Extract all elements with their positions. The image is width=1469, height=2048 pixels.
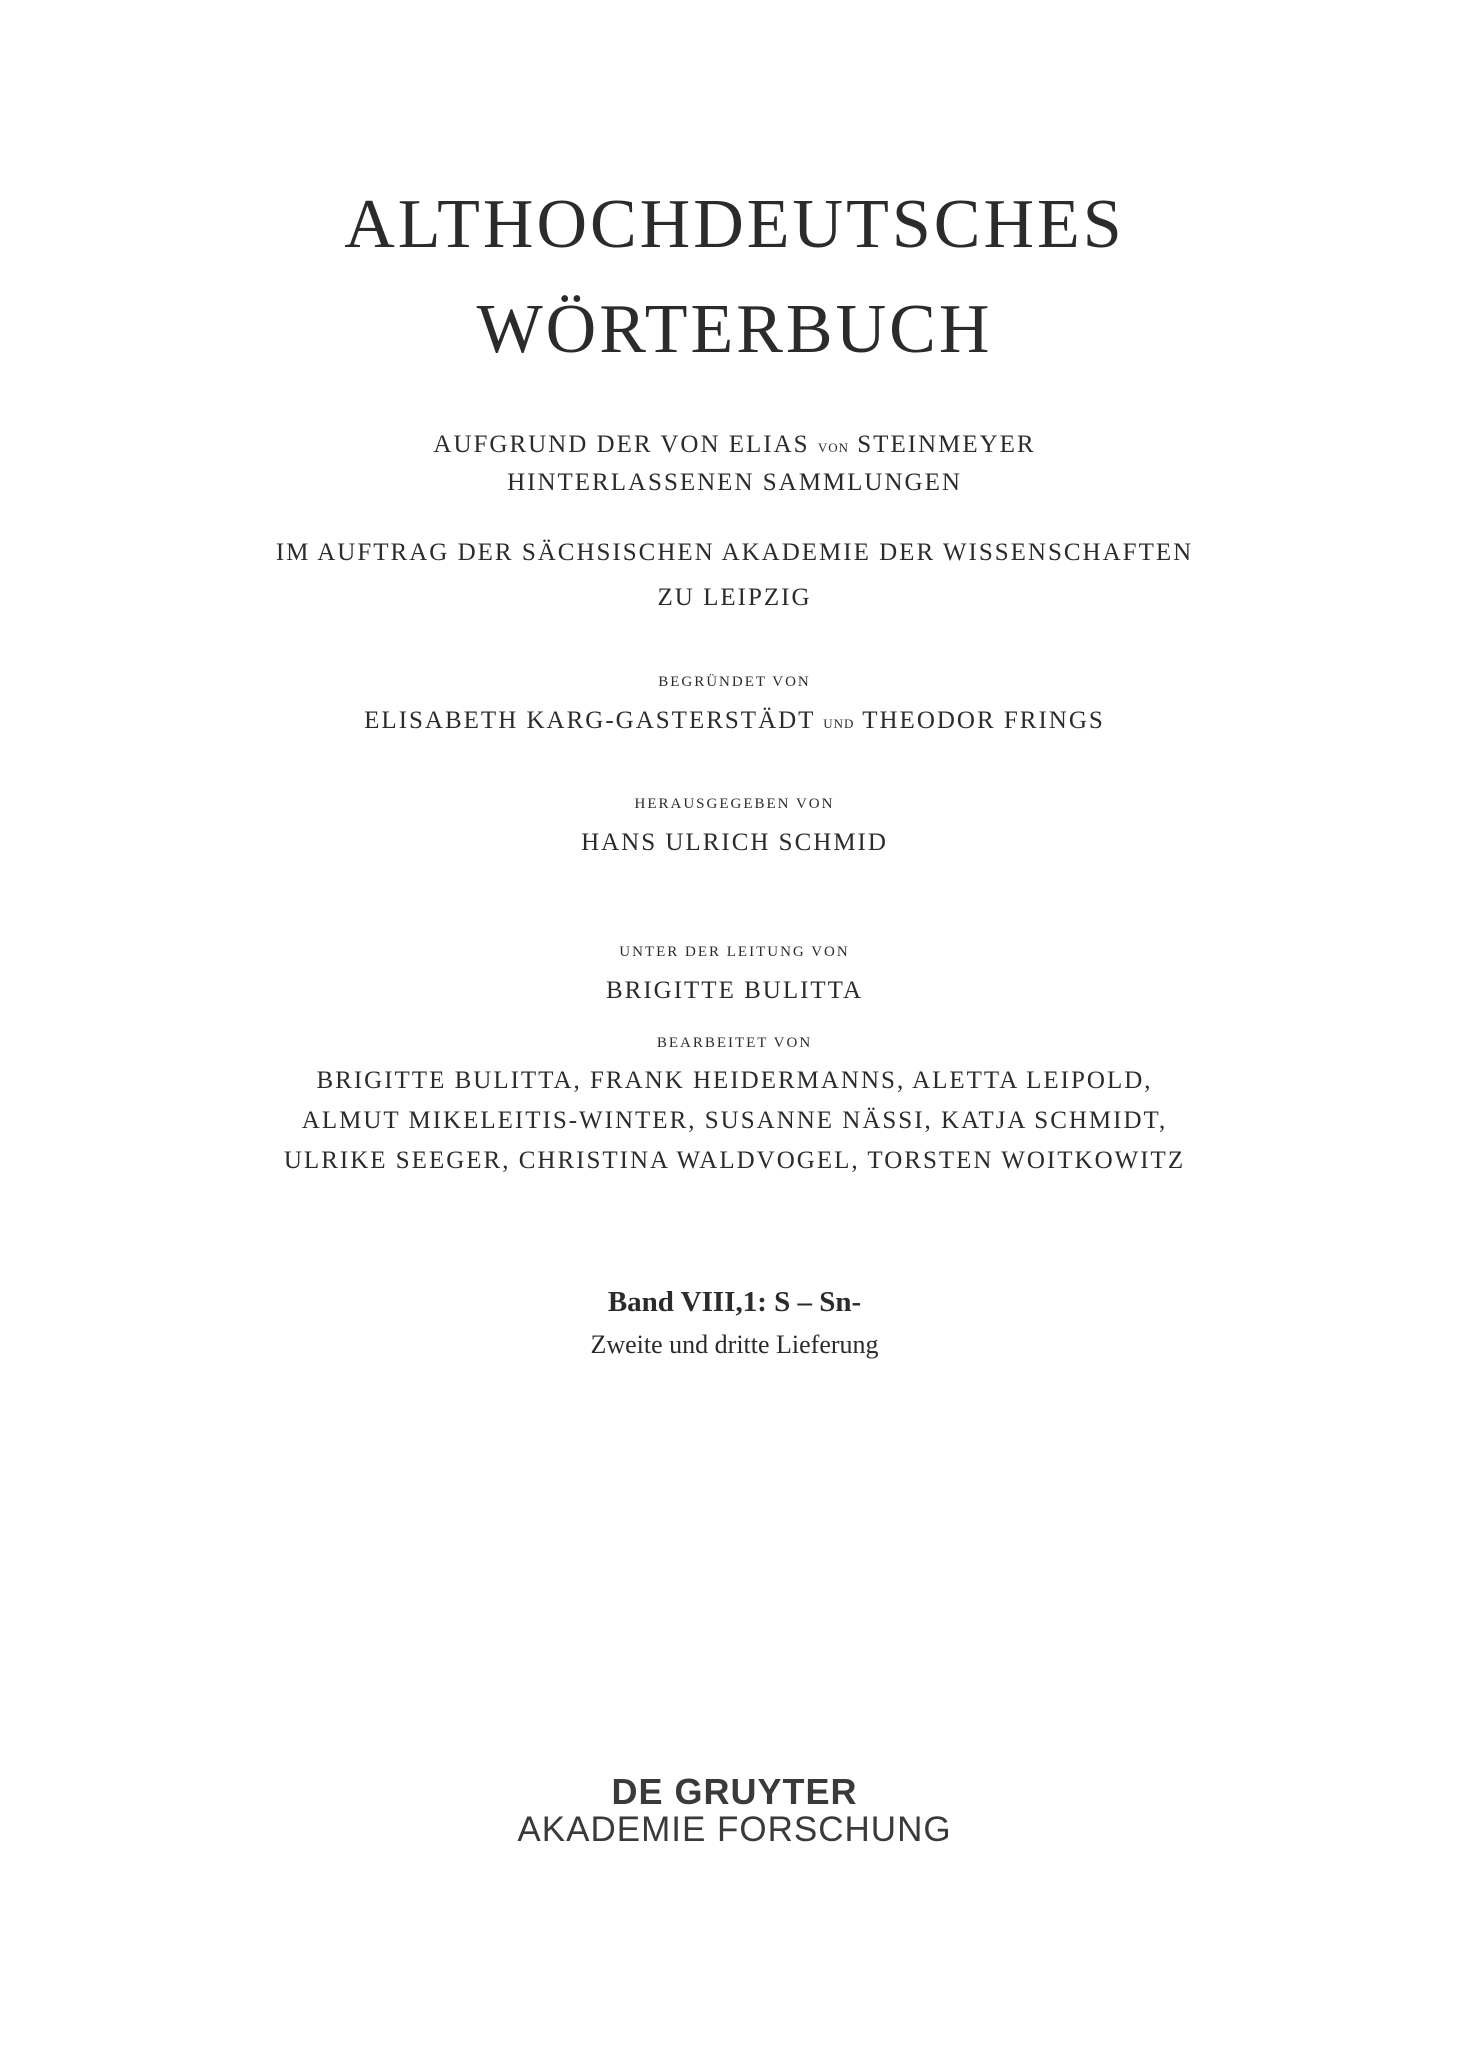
commission-line-2: ZU LEIPZIG xyxy=(657,584,812,611)
direction-name: BRIGITTE BULITTA xyxy=(605,977,864,1004)
founded-names-a: ELISABETH KARG-GASTERSTÄDT xyxy=(364,707,824,734)
title-line-1: ALTHOCHDEUTSCHES xyxy=(344,186,1125,263)
founded-names-und: UND xyxy=(823,716,855,731)
staff-line-3: ULRIKE SEEGER, CHRISTINA WALDVOGEL, TORSTEN WOITKOWITZ xyxy=(283,1147,1186,1174)
commission-line-1: IM AUFTRAG DER SÄCHSISCHEN AKADEMIE DER WISSENSCHAFTEN xyxy=(275,539,1194,566)
basis-line-2: HINTERLASSENEN SAMMLUNGEN xyxy=(507,469,962,496)
founded-names-b: THEODOR FRINGS xyxy=(854,707,1105,734)
editor-label: HERAUSGEGEBEN VON xyxy=(634,796,835,812)
publisher-imprint: AKADEMIE FORSCHUNG xyxy=(517,1810,952,1849)
staff-line-2: ALMUT MIKELEITIS-WINTER, SUSANNE NÄSSI, KATJA SCHMIDT, xyxy=(301,1107,1168,1134)
founded-names xyxy=(0,708,1469,733)
founded-label: BEGRÜNDET VON xyxy=(658,674,811,690)
basis-line-1 xyxy=(0,432,1469,457)
basis-text-von: VON xyxy=(817,440,850,455)
publisher-name: DE GRUYTER xyxy=(611,1771,858,1812)
volume-delivery: Zweite und dritte Lieferung xyxy=(590,1330,879,1359)
staff-label: BEARBEITET VON xyxy=(656,1035,813,1051)
basis-text-a: AUFGRUND DER VON ELIAS xyxy=(433,431,818,458)
title-line-2: WÖRTERBUCH xyxy=(476,291,993,368)
editor-name: HANS ULRICH SCHMID xyxy=(581,829,888,856)
basis-text-b: STEINMEYER xyxy=(849,431,1036,458)
staff-line-1: BRIGITTE BULITTA, FRANK HEIDERMANNS, ALETTA LEIPOLD, xyxy=(316,1067,1153,1094)
volume-band: Band VIII,1: S – Sn- xyxy=(607,1286,862,1318)
direction-label: UNTER DER LEITUNG VON xyxy=(619,944,850,960)
